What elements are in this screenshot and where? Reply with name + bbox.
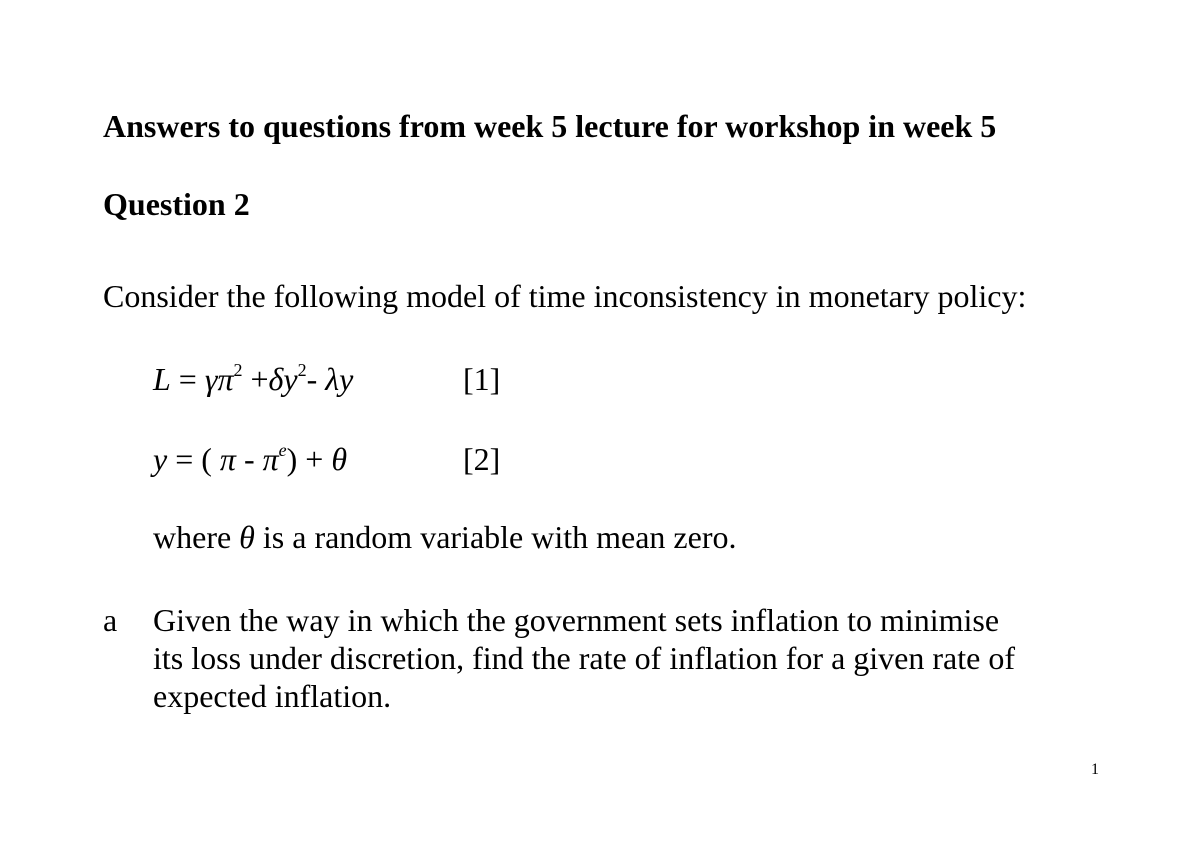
page-number: 1 (1091, 761, 1099, 778)
equation-1: $L = \gamma\pi^2 +\delta y^2-$ λy (153, 360, 354, 397)
intro-text: Consider the following model of time inconsistency in monetary policy: (103, 278, 1027, 314)
equation-1-number: [1] (463, 361, 501, 397)
where-text: where θ is a random variable with mean zero. (153, 519, 737, 555)
part-a-text: Given the way in which the government sets inflation to minimise its loss under discretion, find the rate of inflation for a given rate of expected inflation. (153, 602, 1015, 714)
equation-2: y = ( $\pi - \pi^e) + \theta$ (153, 440, 348, 477)
question-heading: Question 2 (103, 186, 250, 222)
part-a-label: a (103, 602, 118, 638)
equation-2-number: [2] (463, 441, 501, 477)
slide-title: Answers to questions from week 5 lecture for workshop in week 5 (103, 108, 997, 144)
